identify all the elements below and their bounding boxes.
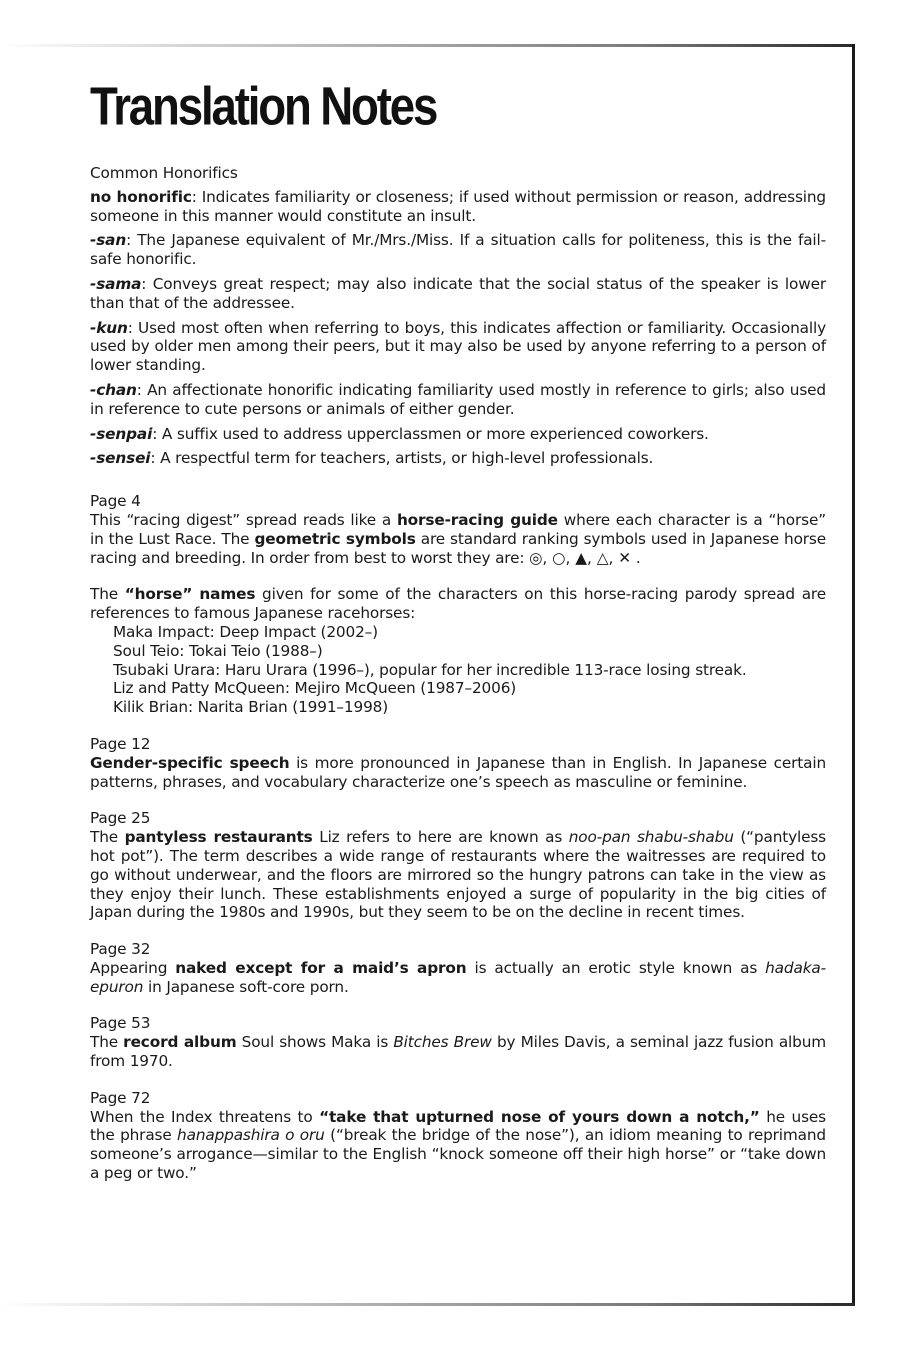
note-text: given for some of the characters on this horse-racing parody spread are references to famous Japanese racehorses:: [90, 585, 826, 623]
page-12-label: Page 12: [90, 734, 151, 753]
honorific-definition: : Conveys great respect; may also indicate that the social status of the speaker is lower than that of the addressee.: [90, 274, 826, 312]
honorific-term: no honorific: [90, 187, 192, 206]
honorific-none: [90, 188, 826, 226]
horse-name-item: Liz and Patty McQueen: Mejiro McQueen (1987–2006): [113, 679, 517, 698]
note-term: “take that upturned nose of yours down a notch,”: [319, 1107, 760, 1126]
honorific-definition: : The Japanese equivalent of Mr./Mrs./Miss. If a situation calls for politeness, this is the fail-safe honorific.: [90, 231, 826, 269]
page-12-note: [90, 754, 826, 792]
page-53-note: [90, 1033, 826, 1071]
note-term: Gender-specific speech: [90, 753, 290, 772]
page-border-bottom: [0, 1303, 855, 1306]
section-gap: [90, 1071, 826, 1089]
honorific-term: -senpai: [90, 424, 153, 443]
honorific-kun: [90, 319, 826, 375]
note-text: This “racing digest” spread reads like a: [90, 510, 397, 529]
note-text: he uses the phrase: [90, 1107, 826, 1145]
note-text: When the Index threatens to: [90, 1107, 320, 1126]
note-term: horse-racing guide: [396, 510, 558, 529]
honorific-san: [90, 231, 826, 269]
honorific-term: -san: [90, 231, 127, 250]
honorific-term: -chan: [90, 380, 137, 399]
note-text: in Japanese soft-core porn.: [143, 977, 349, 996]
note-text: is more pronounced in Japanese than in English. In Japanese certain patterns, phrases, and vocabulary characterize one’s speech as masculine or feminine.: [90, 753, 826, 791]
honorific-definition: : A respectful term for teachers, artists, or high-level professionals.: [150, 449, 654, 468]
honorific-chan: [90, 381, 826, 419]
note-text: (“break the bridge of the nose”), an idiom meaning to reprimand someone’s arrogance—similar to the English “knock someone off their high horse” or “take down a peg or two.”: [90, 1126, 826, 1183]
section-gap: [90, 567, 826, 585]
note-term: naked except for a maid’s apron: [175, 958, 467, 977]
honorific-definition: : Used most often when referring to boys, this indicates affection or familiarity. Occasionally used by older men among their peers, but it may also be used by anyone referring to a person of lower standing.: [90, 318, 826, 375]
page-53-label: Page 53: [90, 1014, 151, 1033]
horse-name-item: Soul Teio: Tokai Teio (1988–): [113, 641, 323, 660]
honorifics-heading: Common Honorifics: [90, 164, 238, 182]
note-term: geometric symbols: [254, 529, 416, 548]
note-term: record album: [123, 1033, 237, 1052]
note-text: Soul shows Maka is: [236, 1033, 394, 1052]
honorific-definition: : Indicates familiarity or closeness; if used without permission or reason, addressing someone in this manner would constitute an insult.: [90, 187, 826, 225]
note-text: by Miles Davis, a seminal jazz fusion album from 1970.: [90, 1033, 826, 1071]
note-text: are standard ranking symbols used in Japanese horse racing and breeding. In order from best to worst they are:: [90, 529, 827, 567]
honorific-term: -kun: [90, 318, 128, 337]
note-text: where each character is a “horse” in the Lust Race. The: [90, 510, 826, 548]
page-border-top: [0, 44, 854, 47]
section-gap: [90, 996, 826, 1014]
note-term: pantyless restaurants: [124, 828, 313, 847]
note-text: (“pantyless hot pot”). The term describes a wide range of restaurants where the waitresses are required to go without underwear, and the floors are mirrored so the hungry patrons can take in the view as they enjoy their lunch. These establishments enjoyed a surge of popularity in the big cities of Japan during the 1980s and 1990s, but they seem to be on the decline in recent times.: [90, 828, 826, 922]
page-72-note: [90, 1108, 826, 1183]
note-term: “horse” names: [124, 585, 256, 604]
honorific-term: -sensei: [90, 449, 151, 468]
section-gap: [90, 717, 826, 735]
note-text: is actually an erotic style known as: [466, 958, 766, 977]
page-border-right: [852, 44, 855, 1306]
horse-name-item: Kilik Brian: Narita Brian (1991–1998): [113, 698, 389, 717]
page-72-label: Page 72: [90, 1088, 151, 1107]
page-25-label: Page 25: [90, 809, 151, 828]
page-title: Translation Notes: [90, 75, 437, 137]
honorific-definition: : An affectionate honorific indicating familiarity used mostly in reference to girls; also used in reference to cute persons or animals of either gender.: [90, 380, 826, 418]
album-title: Bitches Brew: [393, 1033, 492, 1052]
section-gap: [90, 922, 826, 940]
note-text: The: [90, 585, 125, 604]
section-gap: [90, 791, 826, 809]
honorific-sama: [90, 275, 826, 313]
note-japanese-term: hadaka-epuron: [90, 958, 826, 996]
page-32-label: Page 32: [90, 940, 151, 959]
ranking-symbols: ◎, ○, ▲, △, ✕ .: [529, 548, 641, 567]
page-4-label: Page 4: [90, 492, 141, 511]
page-25-note: [90, 828, 826, 922]
page-4-note-names: [90, 585, 826, 623]
page-4-note-symbols: [90, 511, 826, 567]
honorific-sensei: [90, 449, 826, 468]
honorific-definition: : A suffix used to address upperclassmen or more experienced coworkers.: [152, 424, 709, 443]
honorific-term: -sama: [90, 274, 142, 293]
section-gap: [90, 474, 826, 492]
note-text: The: [90, 1033, 124, 1052]
horse-name-item: Tsubaki Urara: Haru Urara (1996–), popular for her incredible 113-race losing streak.: [113, 660, 747, 679]
note-text: The: [90, 828, 125, 847]
note-text: Appearing: [90, 958, 176, 977]
honorific-senpai: [90, 425, 826, 444]
notes-body: [90, 164, 826, 1183]
note-japanese-term: noo-pan shabu-shabu: [568, 828, 734, 847]
horse-name-item: Maka Impact: Deep Impact (2002–): [113, 622, 378, 641]
note-text: Liz refers to here are known as: [312, 828, 569, 847]
page-32-note: [90, 959, 826, 997]
note-japanese-term: hanappashira o oru: [177, 1126, 325, 1145]
